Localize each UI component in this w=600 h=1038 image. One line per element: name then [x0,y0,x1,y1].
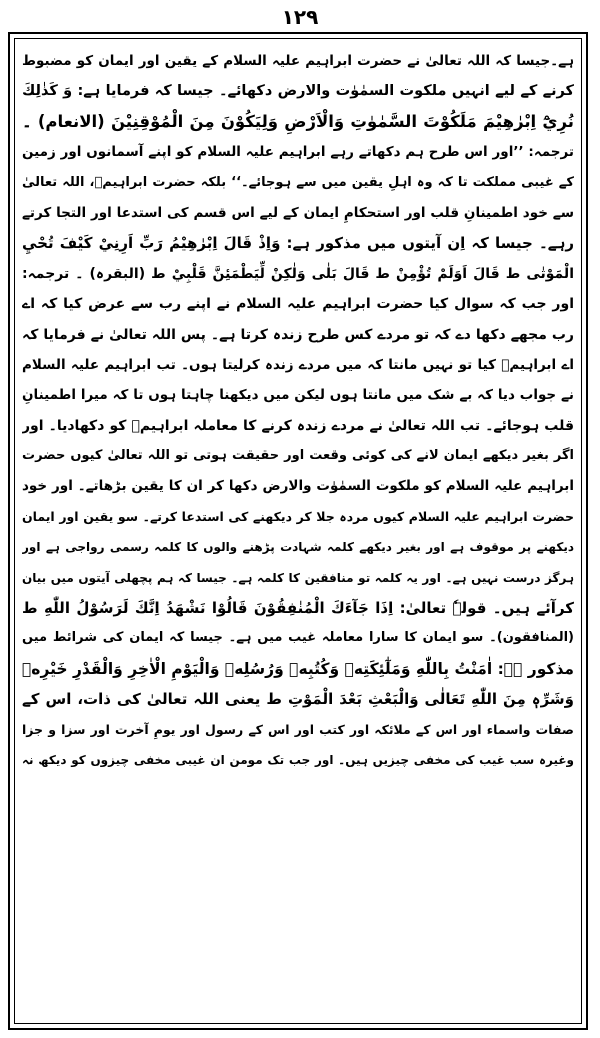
text-line: مذکور ہے: اٰمَنْتُ بِاللّٰهِ وَمَلٰٓئِكَتِهٖ وَكُتُبِهٖ وَرُسُلِهٖ وَالْيَوْمِ الْاٰخِرِ وَالْقَدْرِ خَيْرِهٖ [22,659,574,678]
text-line: رہے۔ جیسا کہ اِن آیتوں میں مذکور ہے: وَاِذْ قَالَ اِبْرٰهِيْمُ رَبِّ اَرِنِيْ كَيْفَ تُحْيِ [22,234,574,253]
text-line: ترجمہ: ’’اور اس طرح ہم دکھاتے رہے ابراہیم علیہ السلام کو اپنے آسمانوں اور زمین [22,144,574,161]
text-line: ہے۔جیسا کہ اللہ تعالیٰ نے حضرت ابراہیم علیہ السلام کے یقین اور ایمان کو مضبوط [22,53,574,69]
text-line: سے خود اطمینانِ قلب اور استحکامِ ایمان کے لیے اس قسم کی استدعا اور التجا کرتے [22,204,574,221]
text-line: کرنے کے لیے انہیں ملکوت السمٰوٰت والارض دکھائے۔ جیسا کہ فرمایا ہے: وَ كَذٰلِكَ [22,83,574,100]
page-number: ۱۲۹ [281,5,319,29]
text-line: وغیرہ سب غیب کی مخفی چیزیں ہیں۔ اور جب تک مومن ان غیبی مخفی چیزوں کو دیکھ نہ [22,752,574,767]
text-line: نُرِيْٓ اِبْرٰهِيْمَ مَلَكُوْتَ السَّمٰوٰتِ وَالْاَرْضِ وَلِيَكُوْنَ مِنَ الْمُوْقِنِيْنَ (الانعام) ۔ [22,111,574,131]
text-line: ہرگز درست نہیں ہے۔ اور یہ کلمہ تو منافقین کا کلمہ ہے۔ جیسا کہ ہم پچھلی آیتوں میں بیان [22,570,574,585]
text-line: اگر بغیر دیکھے ایمان لانے کی کوئی وقعت اور حقیقت ہوتی تو اللہ تعالیٰ کیوں حضرت [22,448,574,464]
text-line: اے ابراہیمؑ کیا تو نہیں مانتا کہ میں مردے زندہ کرلیتا ہوں۔ تب ابراہیم علیہ السلام [22,356,574,373]
text-line: ابراہیم علیہ السلام کو ملکوت السمٰوٰت والارض دکھا کر ان کا یقین بڑھاتے۔ اور خود [22,478,574,495]
text-line: الْمَوْتٰى ط قَالَ اَوَلَمْ تُؤْمِنْ ط قَالَ بَلٰى وَلٰكِنْ لِّيَطْمَئِنَّ قَلْبِيْ ط (البقرہ) ۔ ترجمہ: [22,265,574,282]
text-line: (المنافقون)۔ سو ایمان کا سارا معاملہ غیب میں ہے۔ جیسا کہ ایمان کی شرائط میں [22,630,574,646]
text-line: نے جواب دیا کہ بے شک میں مانتا ہوں لیکن میں دیکھنا چاہتا ہوں تا کہ میرا اطمینانِ [22,387,574,404]
text-line: حضرت ابراہیم علیہ السلام کیوں مردہ جلا کر دیکھنے کی استدعا کرتے۔ سو یقین اور ایمان [22,508,574,524]
text-line: صفات واسماء اور اس کے ملائکہ اور کتب اور اس کے رسول اور یومِ آخرت اور سزا و جزا [22,721,574,737]
text-body [22,46,574,1022]
text-line: کرآئے ہیں۔ قولہٗ تعالیٰ: اِذَا جَآءَكَ الْمُنٰفِقُوْنَ قَالُوْا نَشْهَدُ اِنَّكَ لَرَسُوْلُ اللّٰهِ ط [22,599,574,618]
text-line: اور جب کہ سوال کیا حضرت ابراہیم علیہ السلام نے اپنے رب سے عرض کیا کہ اے [22,296,574,313]
text-line: قلب ہوجائے۔ تب اللہ تعالیٰ نے مردے زندہ کرنے کا معاملہ ابراہیمؑ کو دکھادیا۔ اور [22,417,574,434]
text-line: کے غیبی مملکت تا کہ وہ اہلِ یقین میں سے ہوجائے۔‘‘ بلکہ حضرت ابراہیمؑ، اللہ تعالیٰ [22,174,574,190]
text-line: رب مجھے دکھا دے کہ تو مردے کس طرح زندہ کرتا ہے۔ پس اللہ تعالیٰ نے فرمایا کہ [22,326,574,343]
text-line: وَشَرِّهٖ مِنَ اللّٰهِ تَعَالٰى وَالْبَعْثِ بَعْدَ الْمَوْتِ ط یعنی اللہ تعالیٰ کی ذات، اس کے [22,690,574,709]
text-line: دیکھنے پر موقوف ہے اور بغیر دیکھے کلمہ شہادت پڑھنے والوں کا کلمہ رسمی رواجی ہے اور [22,540,574,555]
